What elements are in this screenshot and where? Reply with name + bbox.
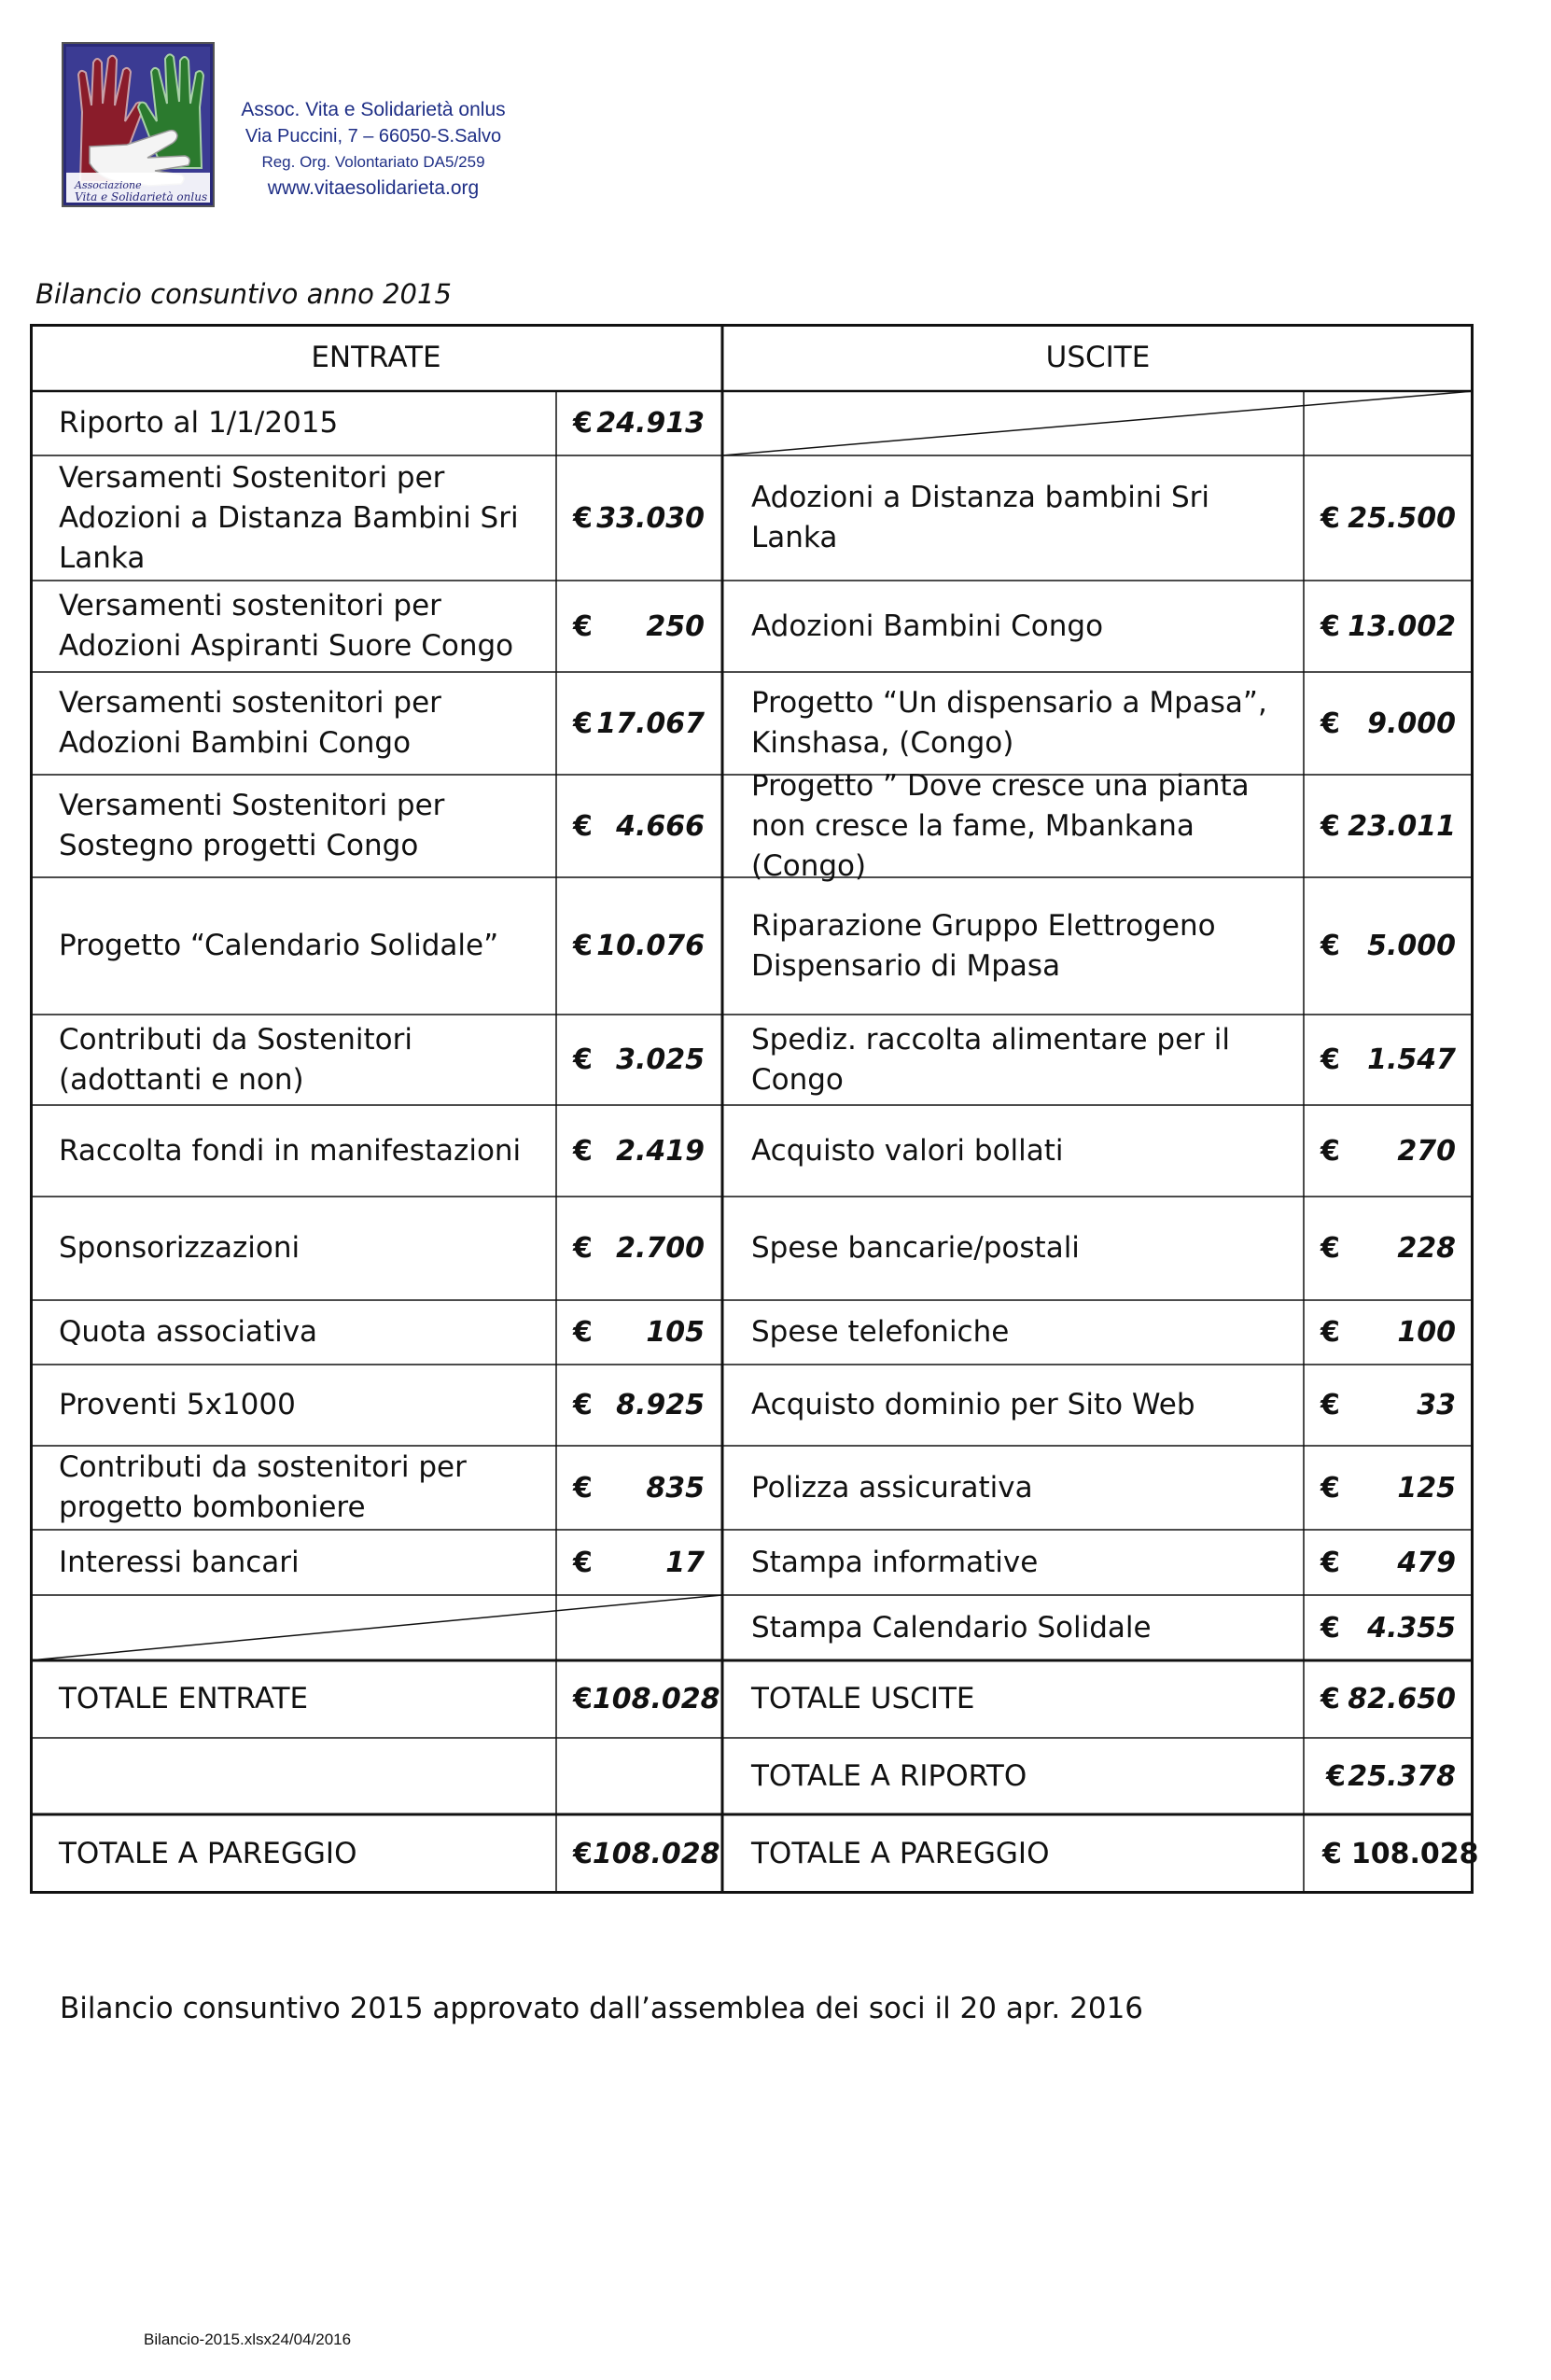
currency-symbol: €: [1320, 707, 1340, 740]
income-amount-cell: [556, 672, 722, 775]
header-uscite: USCITE: [1045, 340, 1151, 374]
expense-amount-cell: [1304, 1365, 1474, 1446]
currency-symbol: €: [1320, 501, 1340, 535]
row-label: Quota associativa: [59, 1315, 318, 1349]
association-logo: [62, 42, 215, 207]
income-label-cell: [30, 391, 556, 455]
row-label: Spese bancarie/postali: [751, 1231, 1080, 1265]
expense-amount-cell: [1304, 391, 1474, 455]
expense-amount-cell: [1304, 1300, 1474, 1365]
row-label: Raccolta fondi in manifestazioni: [59, 1133, 522, 1168]
row-label: Riporto al 1/1/2015: [59, 406, 339, 440]
row-label: Versamenti sostenitori per Adozioni Aspiranti Suore Congo: [59, 589, 514, 663]
income-label-cell: [30, 672, 556, 775]
amount-value: 9.000: [1367, 707, 1456, 740]
income-label-cell: [30, 877, 556, 1015]
row-label: Progetto ” Dove cresce una pianta non cresce la fame, Mbankana (Congo): [751, 768, 1250, 883]
total-expenses-label: TOTALE USCITE: [751, 1682, 975, 1715]
organization-info: [215, 97, 532, 202]
row-label: Stampa Calendario Solidale: [751, 1610, 1152, 1645]
amount-value: 228: [1397, 1232, 1456, 1265]
amount-value: 4.666: [616, 809, 705, 843]
currency-symbol: €: [1320, 1611, 1340, 1645]
expense-label-cell: [722, 1300, 1304, 1365]
expense-label-cell: [722, 1530, 1304, 1595]
currency-symbol: €: [1320, 1471, 1340, 1505]
currency-symbol: €: [573, 1232, 593, 1265]
svg-text:Associazione: Associazione: [75, 179, 142, 191]
amount-value: 8.925: [616, 1389, 705, 1421]
amount-value: 835: [646, 1471, 705, 1505]
amount-value: 105: [646, 1316, 705, 1349]
currency-symbol: €: [1320, 1134, 1340, 1168]
amount-value: 479: [1397, 1546, 1456, 1579]
row-label: Spediz. raccolta alimentare per il Congo: [751, 1022, 1230, 1097]
row-label: Acquisto valori bollati: [751, 1133, 1064, 1168]
amount-value: 17: [665, 1546, 705, 1579]
income-label-cell: [30, 581, 556, 672]
currency-symbol: €: [573, 1134, 593, 1168]
row-label: Riparazione Gruppo Elettrogeno Dispensario di Mpasa: [751, 908, 1216, 983]
amount-value: 24.913: [596, 407, 705, 440]
header-entrate: ENTRATE: [311, 340, 441, 374]
row-label: Contributi da Sostenitori (adottanti e non): [59, 1022, 413, 1097]
income-amount-cell: [556, 1365, 722, 1446]
currency-symbol: €: [573, 1389, 593, 1421]
income-amount-cell: [556, 877, 722, 1015]
income-amount-cell: [556, 581, 722, 672]
currency-symbol: €: [573, 501, 593, 535]
amount-value: 5.000: [1367, 930, 1456, 962]
currency-symbol: €: [573, 1546, 593, 1579]
income-label-cell: [30, 1300, 556, 1365]
balance-label-expenses: TOTALE A PAREGGIO: [751, 1837, 1050, 1870]
amount-value: 108.028: [592, 1838, 720, 1870]
income-amount-cell: [556, 1530, 722, 1595]
income-label-cell: [30, 1015, 556, 1105]
currency-symbol: €: [1322, 1838, 1342, 1870]
amount-value: 250: [646, 609, 705, 643]
expense-amount-cell: [1304, 672, 1474, 775]
income-amount-cell: [556, 1446, 722, 1530]
expense-label-cell: [722, 1446, 1304, 1530]
amount-value: 33: [1417, 1389, 1456, 1421]
row-label: Polizza assicurativa: [751, 1470, 1033, 1505]
expense-amount-cell: [1304, 1105, 1474, 1197]
row-label: Adozioni Bambini Congo: [751, 609, 1104, 643]
approval-note: Bilancio consuntivo 2015 approvato dall’assemblea dei soci il 20 apr. 2016: [60, 1992, 1144, 2025]
income-amount-cell: [556, 391, 722, 455]
row-label: Progetto “Calendario Solidale”: [59, 929, 499, 962]
row-label: Progetto “Un dispensario a Mpasa”, Kinshasa, (Congo): [751, 686, 1267, 760]
total-carry-amount: [1304, 1738, 1474, 1814]
amount-value: 10.076: [596, 930, 705, 962]
currency-symbol: €: [573, 1316, 593, 1349]
currency-symbol: €: [573, 707, 593, 740]
expense-amount-cell: [1304, 1446, 1474, 1530]
row-label: Versamenti sostenitori per Adozioni Bambini Congo: [59, 686, 441, 760]
amount-value: 25.378: [1348, 1759, 1456, 1793]
income-label-cell: [30, 775, 556, 877]
amount-value: 108.028: [592, 1683, 720, 1715]
row-label: Spese telefoniche: [751, 1315, 1010, 1349]
document-title: Bilancio consuntivo anno 2015: [35, 278, 452, 310]
currency-symbol: €: [1320, 1546, 1340, 1579]
income-label-cell: [30, 1530, 556, 1595]
amount-value: 23.011: [1348, 809, 1456, 843]
svg-text:Vita e Solidarietà onlus: Vita e Solidarietà onlus: [75, 190, 208, 203]
amount-value: 4.355: [1367, 1611, 1456, 1645]
currency-symbol: €: [1320, 1043, 1340, 1076]
expense-label-cell: [722, 1015, 1304, 1105]
amount-value: 2.700: [616, 1232, 705, 1265]
expense-label-cell: [722, 672, 1304, 775]
row-label: Stampa informative: [751, 1545, 1039, 1579]
total-expenses-amount: [1304, 1660, 1474, 1738]
amount-value: 33.030: [596, 501, 705, 535]
row-label: Contributi da sostenitori per progetto bomboniere: [59, 1450, 467, 1524]
currency-symbol: €: [1320, 1232, 1340, 1265]
expense-amount-cell: [1304, 1530, 1474, 1595]
expense-label-cell: [722, 1365, 1304, 1446]
expense-label-cell: [722, 581, 1304, 672]
expense-amount-cell: [1304, 1197, 1474, 1300]
income-amount-cell: [556, 1015, 722, 1105]
income-label-cell: [30, 1595, 556, 1660]
income-label-cell: [30, 1105, 556, 1197]
income-label-cell: [30, 1446, 556, 1530]
row-label: Sponsorizzazioni: [59, 1231, 300, 1265]
amount-value: 17.067: [596, 707, 705, 740]
currency-symbol: €: [573, 809, 593, 843]
income-label-cell: [30, 455, 556, 581]
row-label: Proventi 5x1000: [59, 1388, 296, 1421]
currency-symbol: €: [573, 609, 593, 643]
income-amount-cell: [556, 1300, 722, 1365]
org-address: Via Puccini, 7 – 66050-S.Salvo: [245, 126, 502, 147]
income-amount-cell: [556, 1197, 722, 1300]
currency-symbol: €: [573, 1683, 593, 1715]
currency-symbol: €: [573, 1838, 593, 1870]
balance-label-income: TOTALE A PAREGGIO: [59, 1837, 357, 1870]
currency-symbol: €: [573, 1043, 593, 1076]
amount-value: 25.500: [1348, 501, 1456, 535]
amount-value: 108.028: [1350, 1838, 1479, 1870]
expense-amount-cell: [1304, 877, 1474, 1015]
total-income-label: TOTALE ENTRATE: [59, 1682, 309, 1715]
amount-value: 1.547: [1367, 1043, 1456, 1076]
income-amount-cell: [556, 1595, 722, 1660]
income-label-cell: [30, 1365, 556, 1446]
currency-symbol: €: [573, 407, 593, 440]
currency-symbol: €: [1320, 1389, 1340, 1421]
org-name: Assoc. Vita e Solidarietà onlus: [241, 99, 506, 120]
org-registry: Reg. Org. Volontariato DA5/259: [261, 153, 485, 171]
total-income-amount: [556, 1660, 722, 1738]
amount-value: 13.002: [1348, 609, 1456, 643]
currency-symbol: €: [1326, 1759, 1346, 1793]
org-website: www.vitaesolidarieta.org: [267, 177, 480, 199]
currency-symbol: €: [573, 930, 593, 962]
expense-amount-cell: [1304, 1595, 1474, 1660]
footer-filename: Bilancio-2015.xlsx24/04/2016: [144, 2331, 352, 2348]
currency-symbol: €: [1320, 930, 1340, 962]
expense-label-cell: [722, 455, 1304, 581]
amount-value: 100: [1397, 1316, 1456, 1349]
expense-amount-cell: [1304, 1015, 1474, 1105]
balance-amount-expenses: [1304, 1814, 1479, 1894]
balance-table: [30, 324, 1479, 1894]
income-amount-cell: [556, 775, 722, 877]
row-label: Interessi bancari: [59, 1545, 300, 1579]
expense-label-cell: [722, 1197, 1304, 1300]
currency-symbol: €: [1320, 1683, 1340, 1715]
row-label: Acquisto dominio per Sito Web: [751, 1388, 1195, 1421]
amount-value: 270: [1397, 1134, 1456, 1168]
amount-value: 82.650: [1348, 1683, 1456, 1715]
row-label: Versamenti Sostenitori per Sostegno progetti Congo: [59, 789, 445, 862]
income-amount-cell: [556, 1105, 722, 1197]
currency-symbol: €: [1320, 1316, 1340, 1349]
currency-symbol: €: [1320, 609, 1340, 643]
income-label-cell: [30, 1197, 556, 1300]
expense-label-cell: [722, 877, 1304, 1015]
balance-amount-income: [556, 1814, 722, 1894]
amount-value: 125: [1397, 1471, 1456, 1505]
total-carry-label: TOTALE A RIPORTO: [751, 1758, 1027, 1793]
amount-value: 2.419: [616, 1134, 705, 1168]
expense-label-cell: [722, 768, 1304, 883]
currency-symbol: €: [573, 1471, 593, 1505]
row-label: Adozioni a Distanza bambini Sri Lanka: [751, 481, 1209, 554]
expense-amount-cell: [1304, 775, 1474, 877]
currency-symbol: €: [1320, 809, 1340, 843]
amount-value: 3.025: [616, 1043, 705, 1076]
expense-amount-cell: [1304, 581, 1474, 672]
income-amount-cell: [556, 455, 722, 581]
expense-amount-cell: [1304, 455, 1474, 581]
expense-label-cell: [722, 1595, 1304, 1660]
expense-label-cell: [722, 391, 1304, 455]
expense-label-cell: [722, 1105, 1304, 1197]
row-label: Versamenti Sostenitori per Adozioni a Distanza Bambini Sri Lanka: [59, 460, 519, 575]
